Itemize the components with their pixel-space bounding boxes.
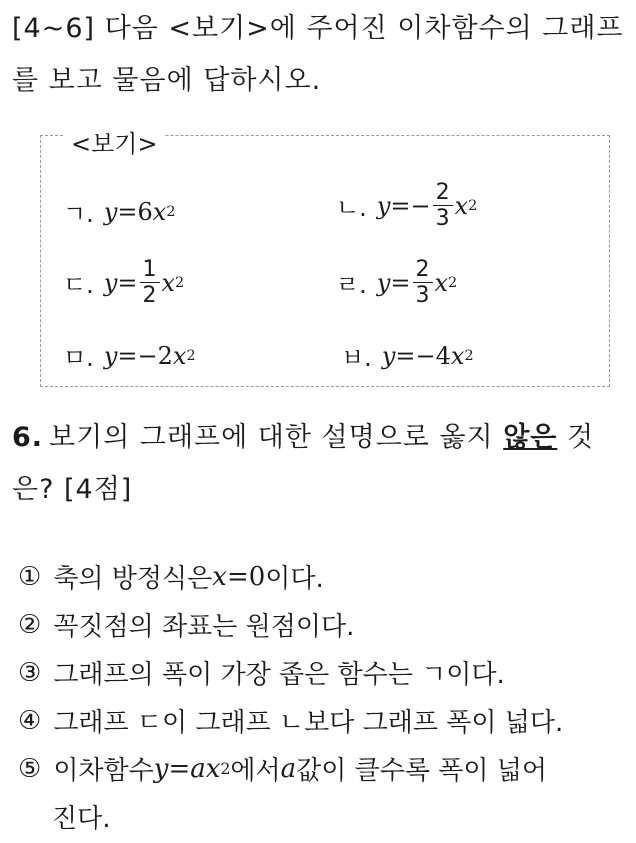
question-line-1: 6. 보기의 그래프에 대한 설명으로 옳지 않은 것 <box>12 422 595 453</box>
bogi-item-6: ㅂ. y = − 4 x 2 <box>341 341 474 372</box>
choice-4[interactable]: ④ 그래프 ㄷ이 그래프 ㄴ보다 그래프 폭이 넓다. <box>18 705 564 738</box>
intro-range: [4~6] <box>12 13 96 44</box>
question-number: 6. <box>12 422 44 453</box>
intro-line-1 <box>12 6 624 45</box>
choice-2[interactable]: ② 꼭짓점의 좌표는 원점이다. <box>18 609 355 642</box>
bogi-item-1: ㄱ. y = 6 x 2 <box>63 197 176 228</box>
choice-5-line-2: 진다. <box>52 804 111 834</box>
choice-1[interactable]: ① 축의 방정식은 x = 0 이다. <box>18 561 324 594</box>
question-emphasis: 않은 <box>503 422 558 453</box>
bogi-box <box>40 130 610 387</box>
fraction: $\frac{2}{3}$ <box>433 181 453 230</box>
bogi-title: <보기> <box>65 124 164 159</box>
question-line-2: 은? [4점] <box>12 474 133 505</box>
fraction: $\frac{2}{3}$ <box>413 258 433 307</box>
intro-text: 다음 <보기>에 주어진 이차함수의 그래프 <box>95 13 624 44</box>
choice-5[interactable]: ⑤ 이차함수 y = a x 2 에서 a 값이 클수록 폭이 넓어 <box>18 753 547 786</box>
intro-line-2: 를 보고 물음에 답하시오. <box>12 65 322 96</box>
bogi-item-3: ㄷ. y = $\frac{1}{2}$ x 2 <box>63 257 185 309</box>
bogi-item-5: ㅁ. y = − 2 x 2 <box>63 341 196 372</box>
bogi-item-4: ㄹ. y = $\frac{2}{3}$ x 2 <box>336 257 458 309</box>
bogi-item-2: ㄴ. y = − $\frac{2}{3}$ x 2 <box>336 180 478 232</box>
choice-3[interactable]: ③ 그래프의 폭이 가장 좁은 함수는 ㄱ이다. <box>18 657 505 690</box>
fraction: $\frac{1}{2}$ <box>140 258 160 307</box>
